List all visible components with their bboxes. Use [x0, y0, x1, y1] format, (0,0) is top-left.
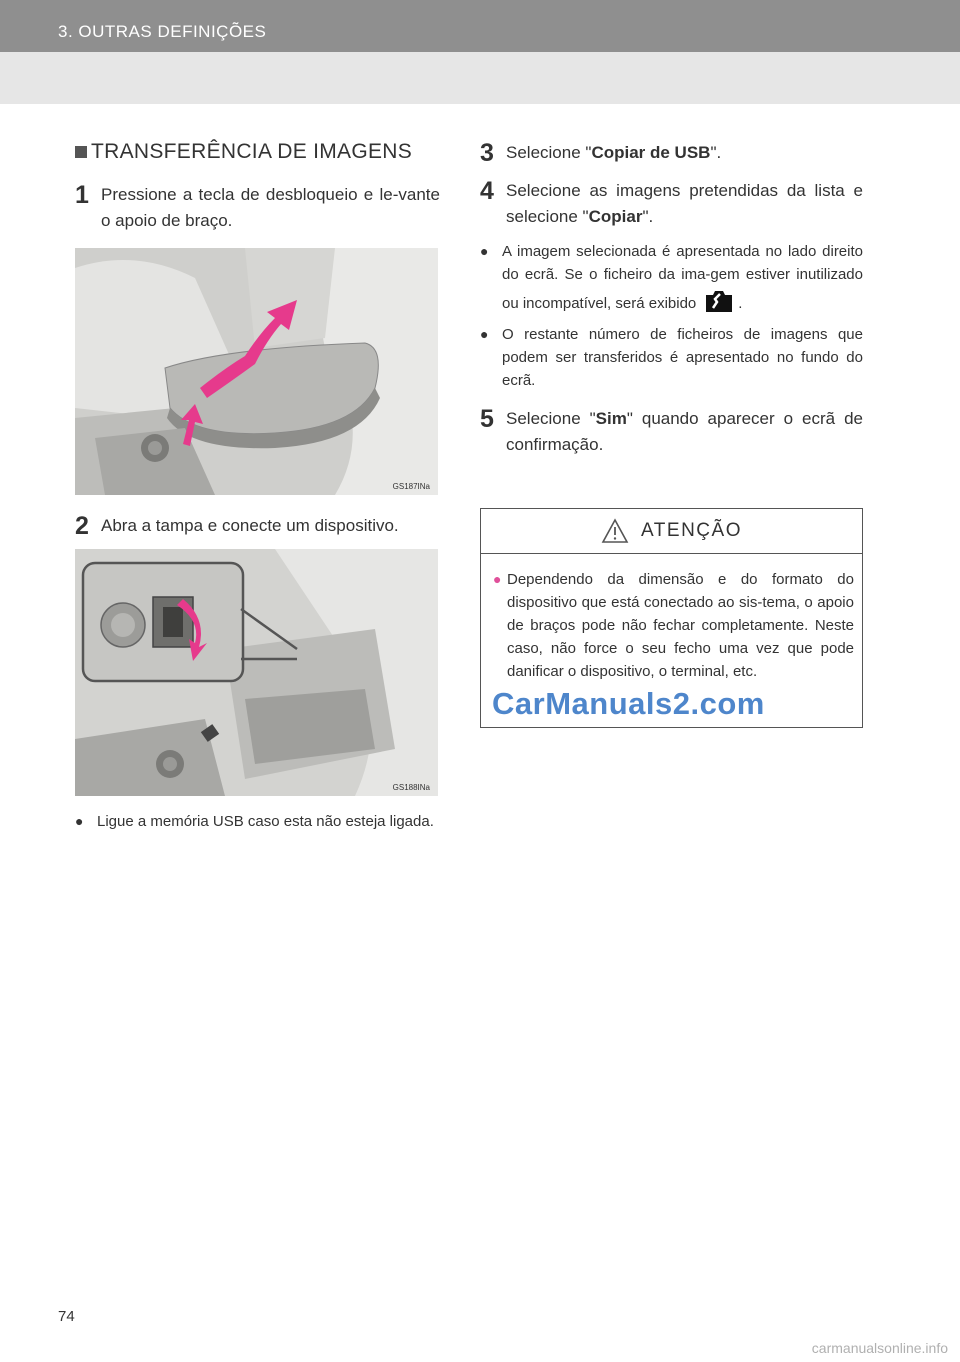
step-text-prefix: Selecione " [506, 143, 592, 162]
step-text [506, 406, 863, 458]
step-text-bold: Copiar [588, 207, 643, 226]
step-text-prefix: Selecione " [506, 409, 596, 428]
bullet-text-main: A imagem selecionada é apresentada no lado direito do ecrã. Se o ficheiro da ima-gem estiver inutilizado ou incompatível, será exibido [502, 243, 863, 312]
step-5 [480, 406, 863, 458]
bullet-item [480, 323, 863, 392]
warning-triangle-icon [601, 518, 629, 544]
bullet-item [75, 810, 440, 833]
header-bar [0, 0, 960, 52]
step-1 [75, 182, 440, 234]
step-text-bold: Sim [595, 409, 627, 428]
bullet-text: Ligue a memória USB caso esta não esteja ligada. [97, 813, 434, 830]
figure-code: GS187INa [392, 482, 430, 491]
step-number: 3 [480, 139, 494, 167]
step-text: Pressione a tecla de desbloqueio e le-vante o apoio de braço. [101, 185, 440, 230]
warning-bullet-icon: ● [493, 571, 502, 587]
step-number: 2 [75, 512, 89, 540]
chapter-title: 3. OUTRAS DEFINIÇÕES [58, 22, 267, 41]
warning-header [481, 509, 862, 554]
left-column [75, 140, 440, 833]
warning-title: ATENÇÃO [641, 520, 742, 541]
broken-image-icon [704, 286, 734, 314]
bullet-item [480, 240, 863, 315]
step-text [506, 178, 863, 230]
step-number: 4 [480, 177, 494, 205]
watermark: CarManuals2.com [492, 686, 765, 721]
bullet-text: O restante número de ficheiros de imagens que podem ser transferidos é apresentado no fundo do ecrã. [502, 326, 863, 389]
step-text-suffix: " quando aparecer o ecrã de confirmação. [506, 409, 863, 454]
bullet-text-end: . [738, 295, 743, 312]
step-text-suffix: ". [710, 143, 722, 162]
square-bullet-icon [75, 146, 87, 158]
armrest-illustration [75, 248, 438, 495]
step-text-prefix: Selecione as imagens pretendidas da lista e selecione " [506, 181, 863, 226]
usb-port-illustration [75, 549, 438, 796]
bullet-dot-icon: ● [480, 326, 489, 342]
header-sub-bar [0, 52, 960, 104]
footer-watermark: carmanualsonline.info [811, 1340, 948, 1356]
step-number: 5 [480, 405, 494, 433]
step-text-suffix: ". [642, 207, 654, 226]
step-number: 1 [75, 181, 89, 209]
step-text [506, 140, 863, 166]
bullet-dot-icon: ● [75, 813, 84, 829]
step-text-bold: Copiar de USB [591, 143, 711, 162]
figure-code: GS188INa [392, 783, 430, 792]
warning-body [481, 554, 862, 683]
page-number: 74 [58, 1308, 75, 1325]
armrest-photo [75, 248, 438, 495]
step-2 [75, 513, 440, 539]
warning-text: Dependendo da dimensão e do formato do dispositivo que está conectado ao sis-tema, o apoio de braços pode não fechar completamente. Neste caso, não force o seu fecho uma vez que pode danificar o dispositivo, o terminal, etc. [507, 571, 854, 680]
step-3 [480, 140, 863, 166]
step-text: Abra a tampa e conecte um dispositivo. [101, 516, 399, 535]
bullet-text [502, 240, 863, 315]
right-column [480, 140, 863, 458]
section-title: TRANSFERÊNCIA DE IMAGENS [91, 140, 413, 163]
bullet-dot-icon: ● [480, 243, 489, 259]
section-heading [75, 140, 440, 164]
usb-port-photo [75, 549, 438, 796]
step-4 [480, 178, 863, 230]
